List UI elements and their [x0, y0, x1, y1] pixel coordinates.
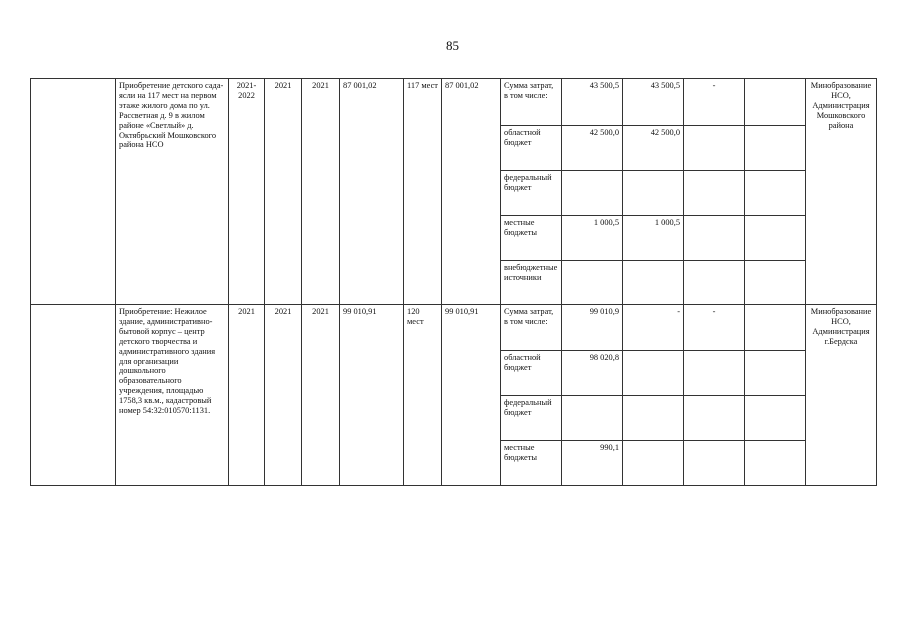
funding-source-label: внебюджетные источники — [501, 261, 562, 305]
funding-value-cell — [684, 126, 745, 171]
funding-row — [31, 305, 877, 351]
funding-value-cell — [745, 171, 806, 216]
funding-value-cell — [684, 351, 745, 396]
funding-value-cell — [745, 261, 806, 305]
funding-value-cell — [562, 261, 623, 305]
year-cell: 2021 — [302, 79, 340, 305]
funding-value-cell — [745, 351, 806, 396]
funding-value-cell: 990,1 — [562, 441, 623, 486]
project-name-cell: Приобретение детского сада-ясли на 117 мест на первом этаже жилого дома по ул. Рассветная д. 9 в жилом районе «Светлый» д. Октябрьский Мошковского района НСО — [116, 79, 229, 305]
page-number: 85 — [446, 38, 459, 53]
capacity-cell: 120 мест — [404, 305, 442, 486]
funding-value-cell — [623, 396, 684, 441]
funding-value-cell — [745, 79, 806, 126]
period-cell: 2021 — [229, 305, 265, 486]
capacity-cell: 117 мест — [404, 79, 442, 305]
funding-value-cell: - — [623, 305, 684, 351]
empty-cell — [31, 79, 116, 305]
year-cell: 2021 — [302, 305, 340, 486]
funding-value-cell: 1 000,5 — [562, 216, 623, 261]
funding-value-cell — [745, 396, 806, 441]
cost-cell: 99 010,91 — [340, 305, 404, 486]
funding-value-cell — [623, 261, 684, 305]
funding-value-cell — [562, 396, 623, 441]
funding-value-cell — [684, 441, 745, 486]
funding-row — [31, 79, 877, 126]
funding-value-cell: 43 500,5 — [623, 79, 684, 126]
funding-source-label: Сумма затрат, в том числе: — [501, 305, 562, 351]
funding-value-cell: 99 010,9 — [562, 305, 623, 351]
funding-value-cell: 43 500,5 — [562, 79, 623, 126]
funding-source-label: Сумма затрат, в том числе: — [501, 79, 562, 126]
funding-value-cell — [623, 171, 684, 216]
funding-value-cell: 98 020,8 — [562, 351, 623, 396]
funding-value-cell — [684, 396, 745, 441]
funding-value-cell: 42 500,0 — [562, 126, 623, 171]
period-cell: 2021-2022 — [229, 79, 265, 305]
funding-source-label: федеральный бюджет — [501, 171, 562, 216]
cost-cell: 99 010,91 — [442, 305, 501, 486]
funding-value-cell — [684, 216, 745, 261]
funding-source-label: областной бюджет — [501, 351, 562, 396]
year-cell: 2021 — [265, 79, 302, 305]
responsible-cell: Минобразование НСО, Администрация г.Бердска — [806, 305, 877, 486]
project-name-cell: Приобретение: Нежилое здание, административно-бытовой корпус – центр детского творчества и административного здания для организации дошкольного образовательного учреждения, площадью 1758,3 кв.м., кадастровый номер 54:32:010570:1131. — [116, 305, 229, 486]
empty-cell — [31, 305, 116, 486]
responsible-cell: Минобразование НСО, Администрация Мошковского района — [806, 79, 877, 305]
funding-source-label: местные бюджеты — [501, 216, 562, 261]
funding-value-cell — [684, 171, 745, 216]
cost-cell: 87 001,02 — [340, 79, 404, 305]
funding-value-cell: - — [684, 79, 745, 126]
year-cell: 2021 — [265, 305, 302, 486]
cost-cell: 87 001,02 — [442, 79, 501, 305]
funding-source-label: федеральный бюджет — [501, 396, 562, 441]
funding-source-label: областной бюджет — [501, 126, 562, 171]
funding-value-cell — [745, 441, 806, 486]
funding-value-cell: 1 000,5 — [623, 216, 684, 261]
funding-value-cell — [562, 171, 623, 216]
funding-value-cell — [745, 305, 806, 351]
funding-value-cell — [684, 261, 745, 305]
investment-table — [30, 78, 877, 486]
funding-source-label: местные бюджеты — [501, 441, 562, 486]
funding-value-cell — [623, 441, 684, 486]
funding-value-cell — [745, 216, 806, 261]
funding-value-cell — [623, 351, 684, 396]
funding-value-cell: 42 500,0 — [623, 126, 684, 171]
funding-value-cell — [745, 126, 806, 171]
funding-value-cell: - — [684, 305, 745, 351]
